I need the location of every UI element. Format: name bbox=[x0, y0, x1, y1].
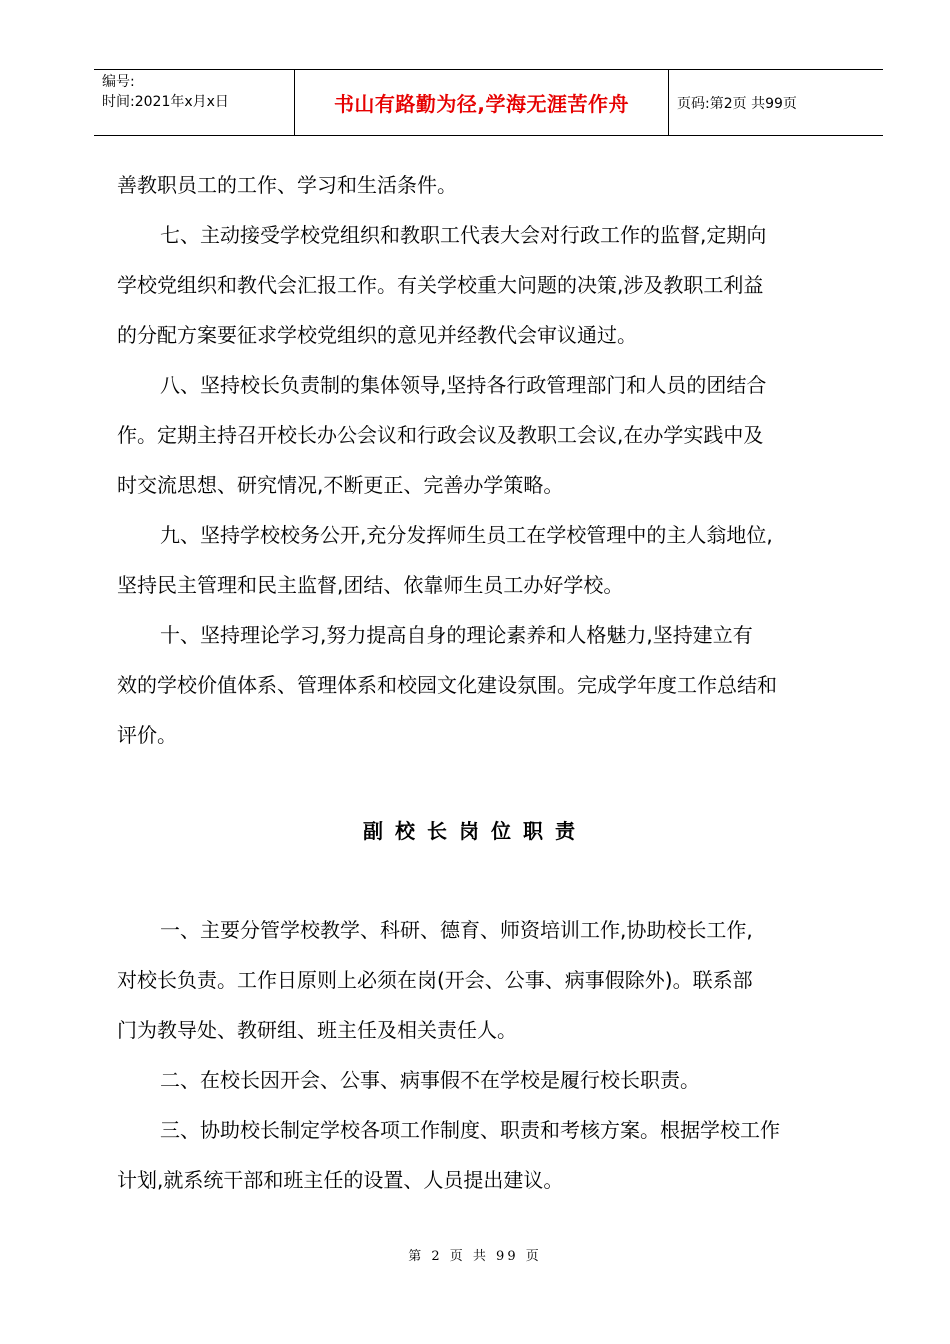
text-line: 二、在校长因开会、公事、病事假不在学校是履行校长职责。 bbox=[160, 1068, 700, 1092]
text-line: 效的学校价值体系、管理体系和校园文化建设氛围。完成学年度工作总结和 bbox=[117, 673, 777, 697]
text-line: 九、坚持学校校务公开,充分发挥师生员工在学校管理中的主人翁地位, bbox=[160, 523, 773, 547]
header-page-info: 页码:第2页 共99页 bbox=[677, 95, 797, 112]
text-line: 八、坚持校长负责制的集体领导,坚持各行政管理部门和人员的团结合 bbox=[160, 373, 767, 397]
body-text-part1 bbox=[117, 160, 877, 760]
number-label: 编号: bbox=[102, 74, 135, 90]
text-line: 评价。 bbox=[117, 723, 177, 747]
date-label: 时间:2021年x月x日 bbox=[102, 94, 229, 110]
text-line: 的分配方案要征求学校党组织的意见并经教代会审议通过。 bbox=[117, 323, 637, 347]
header-motto: 书山有路勤为径,学海无涯苦作舟 bbox=[295, 70, 669, 135]
body-text-part2 bbox=[117, 905, 877, 1205]
text-line: 三、协助校长制定学校各项工作制度、职责和考核方案。根据学校工作 bbox=[160, 1118, 780, 1142]
text-line: 十、坚持理论学习,努力提高自身的理论素养和人格魅力,坚持建立有 bbox=[160, 623, 753, 647]
text-line: 作。定期主持召开校长办公会议和行政会议及教职工会议,在办学实践中及 bbox=[117, 423, 764, 447]
text-line: 善教职员工的工作、学习和生活条件。 bbox=[117, 173, 457, 197]
text-line: 七、主动接受学校党组织和教职工代表大会对行政工作的监督,定期向 bbox=[160, 223, 767, 247]
text-line: 坚持民主管理和民主监督,团结、依靠师生员工办好学校。 bbox=[117, 573, 624, 597]
section-title: 副校长岗位职责 bbox=[363, 819, 587, 843]
text-line: 学校党组织和教代会汇报工作。有关学校重大问题的决策,涉及教职工利益 bbox=[117, 273, 764, 297]
text-line: 计划,就系统干部和班主任的设置、人员提出建议。 bbox=[117, 1168, 564, 1192]
header-meta bbox=[94, 70, 295, 135]
page-footer: 第 2 页 共 99 页 bbox=[408, 1249, 542, 1264]
page-header bbox=[94, 69, 883, 136]
text-line: 门为教导处、教研组、班主任及相关责任人。 bbox=[117, 1018, 517, 1042]
text-line: 一、主要分管学校教学、科研、德育、师资培训工作,协助校长工作, bbox=[160, 918, 753, 942]
text-line: 对校长负责。工作日原则上必须在岗(开会、公事、病事假除外)。联系部 bbox=[117, 968, 753, 992]
text-line: 时交流思想、研究情况,不断更正、完善办学策略。 bbox=[117, 473, 564, 497]
